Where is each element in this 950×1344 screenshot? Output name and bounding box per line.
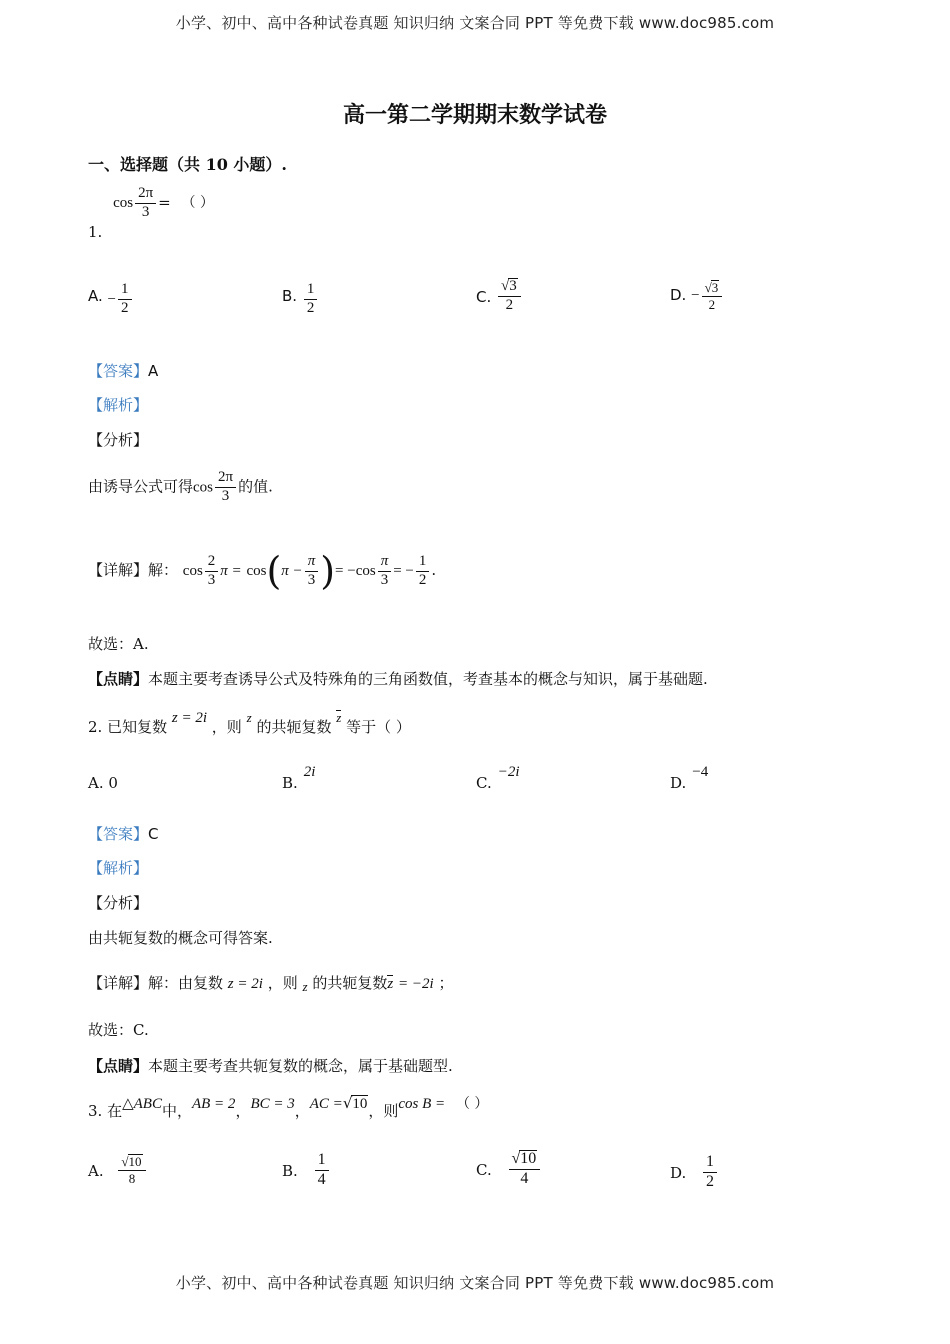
q2-answer [88, 823, 159, 844]
q1-detail-cos1: cos [182, 563, 203, 579]
q1-detail-n1: 2 [205, 554, 219, 572]
q2-detail-tag: 【详解】解：由复数 [88, 974, 224, 992]
q1-den: 3 [141, 203, 150, 220]
q1-number: 1. [88, 223, 103, 242]
q3-c-label: C. [476, 1160, 492, 1179]
q2-c-label: C. [476, 774, 492, 792]
q2-stem-pre: 2. 已知复数 [88, 718, 168, 736]
q3-d-num: 1 [703, 1154, 717, 1173]
q1-detail-pi2: π − [281, 563, 303, 579]
page-title: 高一第二学期期末数学试卷 [342, 102, 607, 128]
q2-detail-end: ； [438, 974, 454, 992]
q1-detail-d1: 3 [207, 571, 216, 588]
q1-a-num: 1 [118, 282, 132, 300]
page-header: 小学、初中、高中各种试卷真题 知识归纳 文案合同 PPT 等免费下载 www.doc985.com [175, 14, 775, 32]
q1-num: 2π [135, 186, 156, 204]
q1-detail-mid: = −cos [335, 563, 376, 579]
q2-detail [88, 972, 453, 993]
q2-answer-tag: 【答案】 [88, 825, 149, 843]
q1-a-den: 2 [121, 299, 129, 316]
q1-d-label: D. [670, 285, 687, 304]
q1-detail-eq: = − [393, 563, 414, 579]
q2-fenxi: 由共轭复数的概念可得答案. [88, 929, 273, 947]
q1-option-a [88, 282, 134, 317]
q1-d-sign: − [691, 287, 700, 304]
q1-fenxi-tag: 【分析】 [88, 431, 149, 449]
q2-c-value: −2i [497, 764, 520, 780]
q1-comment-tag: 【点睛】 [88, 670, 149, 688]
q1-detail-n2: π [305, 554, 319, 572]
q3-stem-mid: 中， [161, 1102, 192, 1120]
q3-b-num: 1 [315, 1152, 329, 1171]
q3-stem-bc: BC = 3 [250, 1096, 295, 1112]
q1-c-num: 3 [509, 278, 517, 294]
q1-answer-value: A [148, 362, 159, 380]
q1-paren: （ ） [181, 195, 214, 212]
q3-c-den: 4 [520, 1169, 529, 1187]
q2-comment-text: 本题主要考查共轭复数的概念，属于基础题型. [148, 1057, 453, 1075]
q3-option-a: A. $\frac{√10}{8}$ [88, 1154, 148, 1185]
q3-sep1: ， [235, 1102, 251, 1120]
q3-option-b [282, 1152, 331, 1189]
q1-d-num: 3 [711, 280, 719, 295]
q1-detail-n3: π [378, 554, 392, 572]
q2-detail-eq: = −2i [398, 976, 434, 992]
q1-jiexi: 【解析】 [88, 396, 149, 414]
q1-fenxi-num: 2π [215, 470, 236, 488]
q1-comment [88, 668, 708, 689]
q1-b-num: 1 [304, 282, 318, 300]
q2-d-label: D. [670, 774, 687, 792]
q1-func: cos [113, 195, 134, 212]
q1-conclusion: 故选：A. [88, 635, 149, 653]
q2-detail-zbar: z [387, 976, 394, 992]
q1-fenxi-den: 3 [221, 487, 230, 504]
q2-stem-z: z = 2i [171, 710, 208, 726]
q3-d-label: D. [670, 1164, 687, 1183]
q2-detail-z: z = 2i [227, 976, 263, 992]
q3-d-den: 2 [706, 1172, 715, 1190]
q1-a-label: A. [88, 287, 103, 306]
q2-stem-zvar: z [246, 710, 252, 725]
q3-sep2: ， [294, 1102, 310, 1120]
q3-stem-tri: △ABC [122, 1096, 162, 1112]
q1-b-label: B. [282, 287, 298, 306]
q1-detail-end: . [431, 561, 437, 579]
q2-stem-zbar: z [336, 710, 342, 725]
q2-stem-post: 等于（ ） [346, 718, 411, 736]
q3-stem-ab: AB = 2 [191, 1096, 236, 1112]
q3-a-label: A. [88, 1161, 104, 1180]
q1-fraction [135, 186, 156, 221]
q2-comment-tag: 【点睛】 [88, 1057, 149, 1075]
q2-conclusion: 故选：C. [88, 1021, 149, 1039]
q3-b-label: B. [282, 1162, 298, 1181]
q1-option-c: C. $\frac{√3}{2}$ [476, 278, 523, 314]
q1-detail-pi1: π = [220, 563, 242, 579]
q1-detail-d2: 3 [307, 571, 316, 588]
q1-detail: 【详解】解： cos $\frac{2}{3}$ π = cos(π − $\frac{\pi}{3}$ )= −cos $\frac{\pi}{3}$ = − $\frac{1}{2}$ . [88, 549, 437, 593]
q2-option-b [282, 762, 316, 792]
q1-c-den: 2 [505, 296, 514, 313]
q2-answer-value: C [148, 825, 159, 843]
q2-option-d [670, 762, 709, 792]
q1-fenxi-post: 的值. [238, 477, 273, 496]
q1-fenxi [88, 470, 273, 505]
q1-c-label: C. [476, 287, 492, 306]
q1-detail-d3: 3 [380, 571, 389, 588]
q2-stem-mid2: 的共轭复数 [256, 718, 332, 736]
section-heading: 一、选择题（共 10 小题）. [88, 155, 287, 174]
q2-stem-mid: ，则 [211, 718, 242, 736]
q1-fenxi-pre: 由诱导公式可得 [88, 477, 194, 496]
q1-fenxi-func: cos [193, 479, 214, 496]
q1-option-b [282, 282, 319, 317]
q1-option-d: D. − $\frac{√3}{2}$ [670, 280, 724, 311]
q1-d-den: 2 [708, 296, 716, 312]
q1-detail-d4: 2 [418, 571, 427, 588]
q2-detail-mid: ，则 [267, 974, 298, 992]
q3-option-d [670, 1154, 719, 1191]
q3-a-den: 8 [128, 1170, 136, 1186]
q2-comment [88, 1055, 453, 1076]
q2-jiexi: 【解析】 [88, 859, 149, 877]
q2-b-value: 2i [303, 764, 316, 780]
q2-stem [88, 706, 411, 736]
q3-sep3: ，则 [368, 1102, 399, 1120]
q2-detail-mid2: 的共轭复数 [312, 974, 388, 992]
q3-stem-cos: cos B = [398, 1096, 446, 1112]
q2-d-value: −4 [692, 764, 709, 780]
q3-stem-ac-rad: 10 [352, 1096, 368, 1112]
q2-fenxi-tag: 【分析】 [88, 894, 149, 912]
q3-stem: 3. 在△ABC中，AB = 2，BC = 3，AC =√10，则cos B = （ ） [88, 1094, 489, 1120]
q1-detail-tag: 【详解】解： [88, 561, 179, 579]
q3-stem-pre: 3. 在 [88, 1102, 123, 1120]
q1-answer [88, 360, 158, 381]
q1-a-sign: − [107, 291, 117, 308]
q3-stem-ac: AC = [309, 1096, 343, 1112]
q1-stem [88, 185, 214, 242]
q3-option-c: C. $\frac{√10}{4}$ [476, 1150, 542, 1188]
q2-b-label: B. [282, 774, 298, 792]
q3-stem-paren: （ ） [455, 1096, 489, 1112]
q1-comment-text: 本题主要考查诱导公式及特殊角的三角函数值，考查基本的概念与知识，属于基础题. [148, 670, 708, 688]
q1-b-den: 2 [306, 299, 315, 316]
q1-answer-tag: 【答案】 [88, 362, 149, 380]
q2-detail-zvar: z [302, 979, 308, 994]
q1-detail-n4: 1 [416, 554, 430, 572]
page-footer: 小学、初中、高中各种试卷真题 知识归纳 文案合同 PPT 等免费下载 www.doc985.com [175, 1274, 775, 1292]
q1-detail-cos2: cos [246, 563, 267, 579]
q2-option-c [476, 762, 520, 792]
q2-option-a: A. 0 [88, 774, 118, 792]
q3-b-den: 4 [317, 1170, 326, 1188]
q1-eq: = [158, 193, 171, 212]
q3-c-num: 10 [520, 1150, 537, 1167]
q3-a-num: 10 [128, 1154, 142, 1169]
